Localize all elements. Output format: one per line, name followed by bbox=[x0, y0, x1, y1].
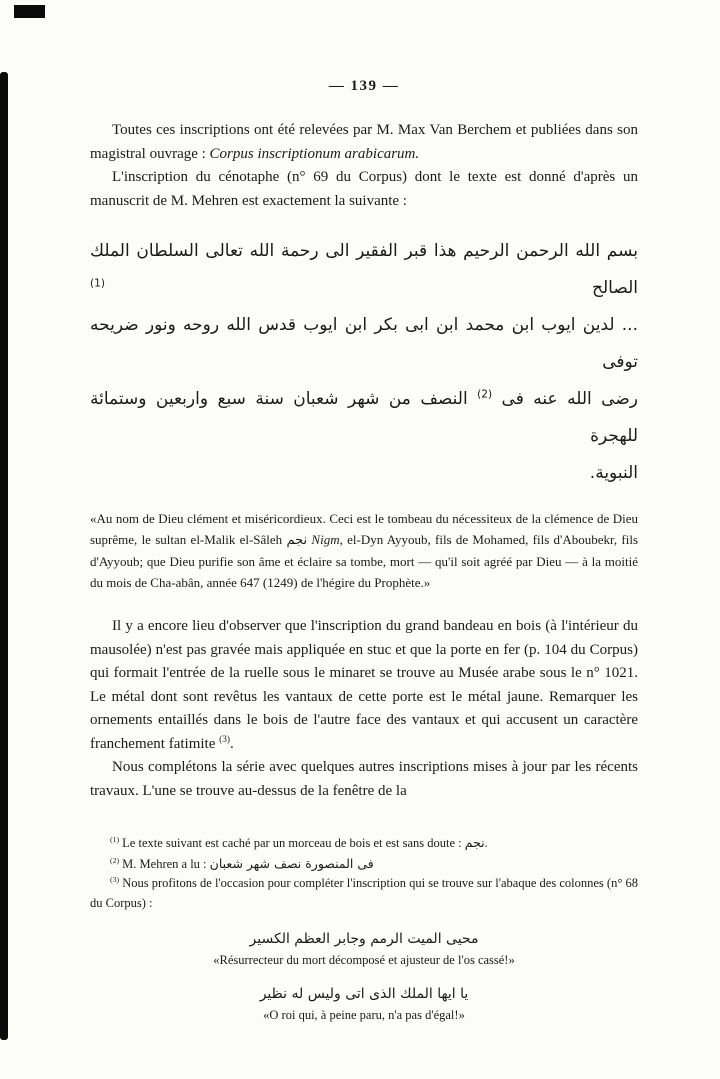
arabic-line-1 bbox=[90, 233, 638, 307]
translation-quote bbox=[90, 508, 638, 593]
observation-end: . bbox=[229, 735, 234, 752]
paragraph-intro bbox=[90, 119, 638, 166]
arabic-line-3-after: النصف من شهر شعبان سنة سبع واربعين وستمائة للهجرة bbox=[90, 389, 638, 446]
scan-artifact-left-bar bbox=[0, 72, 8, 1040]
footnote-2-marker: (2) bbox=[110, 855, 120, 865]
footnote-3-marker: (3) bbox=[110, 874, 120, 884]
work-title-italic: Corpus inscriptionum arabicarum. bbox=[209, 145, 420, 162]
footnote-1-text: Le texte suivant est caché par un morceau de bois et est sans doute : bbox=[119, 836, 465, 850]
footnote-1-arabic: نجم bbox=[464, 835, 485, 850]
footnote-2-text: M. Mehren a lu : bbox=[119, 856, 210, 871]
footnote-3 bbox=[90, 874, 638, 913]
footnote-2 bbox=[90, 854, 638, 875]
paragraph-observation bbox=[90, 615, 638, 756]
footnote-1-marker: (1) bbox=[110, 834, 120, 844]
page-number: — 139 — bbox=[328, 78, 400, 94]
scan-artifact-top-mark bbox=[14, 5, 45, 18]
footnotes-section bbox=[90, 833, 638, 913]
colophon-translation-1: «Résurrecteur du mort décomposé et ajusteur de l'os cassé!» bbox=[213, 953, 515, 967]
arabic-line-3-before: رضى الله عنه فى bbox=[492, 389, 638, 409]
quote-arabic-word: نجم bbox=[286, 533, 308, 548]
footnote-ref-3: (3) bbox=[219, 734, 230, 745]
footnote-1 bbox=[90, 833, 638, 854]
page-content bbox=[90, 78, 638, 1029]
arabic-line-3 bbox=[90, 381, 638, 455]
arabic-inscription-block bbox=[90, 233, 638, 492]
colophon-translation-2: «O roi qui, à peine paru, n'a pas d'égal!» bbox=[263, 1008, 465, 1022]
paragraph-continuation: Nous complétons la série avec quelques autres inscriptions mises à jour par les récents travaux. L'une se trouve au-dessus de la fenêtre de la bbox=[90, 759, 638, 799]
paragraph-cenotaph: L'inscription du cénotaphe (n° 69 du Corpus) dont le texte est donné d'après un manuscrit de M. Mehren est exactement la suivante : bbox=[90, 169, 638, 209]
footnote-2-arabic: فى المنصورة نصف شهر شعبان bbox=[209, 855, 374, 871]
footnote-1-after: . bbox=[484, 836, 488, 850]
observation-text: Il y a encore lieu d'observer que l'inscription du grand bandeau en bois (à l'intérieur du mausolée) n'est pas gravée mais appliquée en stuc et que la porte en fer (p. 104 du Corpus) qui formait l'entrée de la ruelle sous le minaret se trouve au Musée arabe sous le n° 1021. Le métal dont sont revêtus les vantaux de cette porte est le métal jaune. Remarquer les ornements entaillés dans le bois de l'autre face des vantaux et qui accusent un caractère franchement fatimite bbox=[90, 618, 638, 752]
footnote-ref-1: (1) bbox=[90, 277, 105, 290]
quote-name-italic: Nigm bbox=[307, 532, 340, 547]
arabic-line-2: ... لدين ايوب ابن محمد ابن ابى بكر ابن ايوب قدس الله روحه ونور ضريحه توفى bbox=[90, 315, 638, 372]
colophon-arabic-2: يا ايها الملك الذى اتى وليس له نظير bbox=[259, 986, 469, 1002]
quote-part-1: «Au nom de Dieu clément et miséricordieux. Ceci est le tombeau du nécessiteux de la clémence de Dieu suprême, le sultan el-Malik el-Sâleh bbox=[90, 511, 638, 547]
quote-part-2: , el-Dyn Ayyoub, fils de Mohamed, fils d'Aboubekr, fils d'Ayyoub; que Dieu purifie son âme et éclaire sa tombe, mort — qu'il soit agréé par Dieu — à la moitié du mois de Cha-abân, année 647 (1249) de l'hégire du Prophète.» bbox=[90, 532, 639, 590]
arabic-line-1-text: بسم الله الرحمن الرحيم هذا قبر الفقير الى رحمة الله تعالى السلطان الملك الصالح bbox=[90, 241, 638, 298]
colophon-arabic-1: محيى الميت الرمم وجابر العظم الكسير bbox=[249, 931, 479, 947]
footnote-ref-2: (2) bbox=[477, 388, 493, 401]
footnote-3-text: Nous profitons de l'occasion pour compléter l'inscription qui se trouve sur l'abaque des colonnes (n° 68 du Corpus) : bbox=[90, 876, 638, 910]
paragraph-intro-text: Toutes ces inscriptions ont été relevées par M. Max Van Berchem et publiées dans son magistral ouvrage : bbox=[90, 122, 638, 162]
arabic-line-4: النبوية. bbox=[589, 463, 638, 483]
